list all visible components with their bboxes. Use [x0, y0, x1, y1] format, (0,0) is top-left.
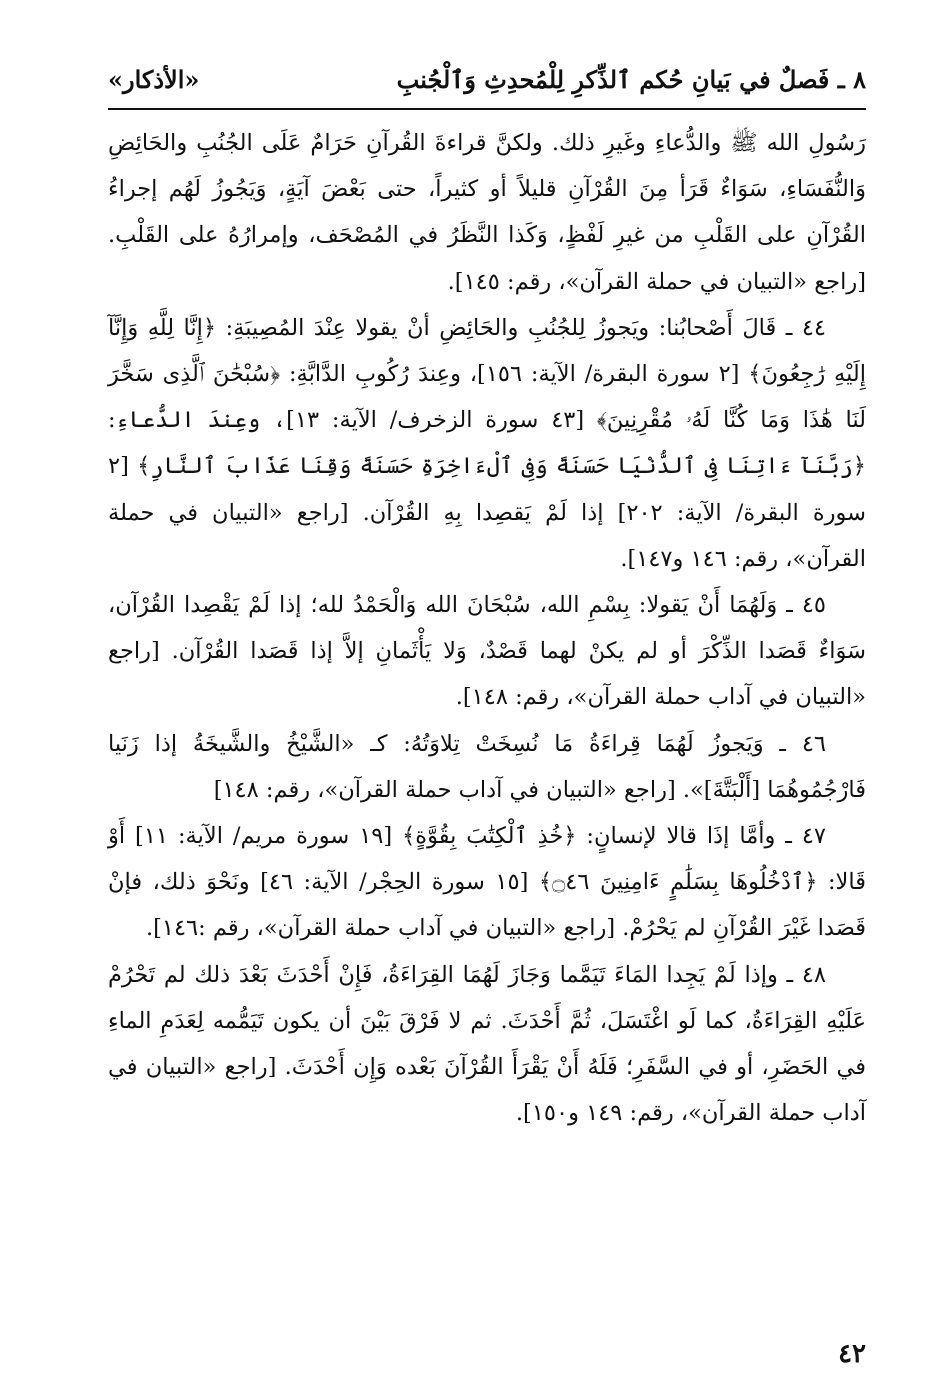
book-page — [108, 60, 866, 1369]
paragraph-48: ٤٨ ـ وإذا لَمْ يَجِدا المَاءَ تَيَمَّما وَجَازَ لَهُمَا القِرَاءَةُ، فَإِنْ أَحْدَثَ بَعْدَ ذلك لم تَحْرُمْ عَلَيْهِ القِرَاءَةُ، كما لَو اغْتَسَلَ، ثُمَّ أَحْدَثَ. ثم لا فَرْقَ بَيْنَ أن يكون تَيَمُّمه لِعَدَمِ الماءِ في الحَضَرِ، أو في السَّفَرِ؛ فَلَهُ أَنْ يَقْرَأَ القُرْآنَ بَعْده وَإِن أَحْدَثَ. [راجع «التبيان في آداب حملة القرآن»، رقم: ١٤٩ و١٥٠]. — [108, 961, 866, 1127]
running-header — [108, 60, 866, 102]
paragraph-45: ٤٥ ـ وَلَهُمَا أَنْ يَقولا: بِسْمِ الله، سُبْحَانَ الله وَالْحَمْدُ لله؛ إذا لَمْ يَقْصِدا القُرْآن، سَوَاءٌ قَصَدا الذِّكْرَ أو لم يكنْ لهما قَصْدٌ، وَلا يَأْثَمانِ إلاَّ إذا قَصَدا القُرْآن. [راجع «التبيان في آداب حملة القرآن»، رقم: ١٤٨]. — [108, 592, 866, 711]
book-title: «الأذكار» — [108, 65, 200, 94]
paragraph-47: ٤٧ ـ وأمَّا إذَا قالا لإنسانٍ: ﴿خُذِ ٱلْكِتَٰبَ بِقُوَّةٍ﴾ [١٩ سورة مريم/ الآية: ١١] أَوْ قَالا: ﴿ٱدْخُلُوهَا بِسَلَٰمٍ ءَامِنِينَ ۝٤٦﴾ [١٥ سورة الحِجْر/ الآية: ٤٦] ونَحْوَ ذلك، فإنْ قَصَدا غَيْرَ القُرْآنِ لم يَحْرُمْ. [راجع «التبيان في آداب حملة القرآن»، رقم :١٤٦]. — [108, 823, 866, 942]
body-text — [108, 120, 866, 1136]
paragraph-continued: رَسُولِ الله ﷺ والدُّعاءِ وغَيرِ ذلك. ولكنَّ قراءةَ القُرآنِ حَرَامٌ عَلَى الجُنُبِ والحَائِضِ وَالنُّفَسَاءِ، سَوَاءٌ قَرَأ مِنَ القُرْآنِ قليلاً أو كثيراً، حتى بَعْضَ آيَةٍ، وَيَجُوزُ لَهُم إجراءُ القُرْآنِ على القَلْبِ من غيرِ لَفْظٍ، وَكَذا النَّظَرُ في المُصْحَف، وإمرارُهُ على القَلْبِ. [راجع «التبيان في حملة القرآن»، رقم: ١٤٥]. — [108, 130, 866, 295]
paragraph-46: ٤٦ ـ وَيَجوزُ لَهُمَا قِراءَةُ مَا نُسِخَتْ تِلاوَتُهُ: كـ «الشَّيْخُ والشَّيخَةُ إذا زَنَيا فَارْجُمُوهُمَا [أَلْبَتَّةَ]». [راجع «التبيان في آداب حملة القرآن»، رقم: ١٤٨] — [108, 730, 866, 803]
page-number: ٤٢ — [838, 1339, 866, 1369]
header-rule — [108, 108, 866, 110]
chapter-title: ٨ ـ فَصلٌ في بَيانِ حُكم ٱلذِّكرِ لِلْمُحدِثِ وَٱلْجُنبِ — [396, 65, 866, 94]
paragraph-44: ٤٤ ـ قَالَ أَصْحابُنا: ويَجوزُ لِلجُنُبِ والحَائِضِ أنْ يقولا عِنْدَ المُصِيبَةِ: ﴿إِنَّا لِلَّهِ وَإِنَّآ إِلَيْهِ رَٰجِعُونَ﴾ [٢ سورة البقرة/ الآية: ١٥٦]، وعِندَ رُكُوبِ الدَّابَّةِ: ﴿سُبْحَٰنَ ٱلَّذِى سَخَّرَ لَنَا هَٰذَا وَمَا كُنَّا لَهُۥ مُقْرِنِينَ﴾ [٤٣ سورة الزخرف/ الآية: ١٣]، وعِندَ الدُّعاءِ: ﴿رَبَّنَآ ءَاتِنَا فِى ٱلدُّنْيَا حَسَنَةً وَفِى ٱلْءَاخِرَةِ حَسَنَةً وَقِنَا عَذَابَ ٱلنَّارِ﴾ [٢ سورة البقرة/ الآية: ٢٠٢] إذا لَمْ يَقصِدا بِهِ القُرْآن. [راجع «التبيان في حملة القرآن»، رقم: ١٤٦ و١٤٧]. — [108, 314, 866, 572]
